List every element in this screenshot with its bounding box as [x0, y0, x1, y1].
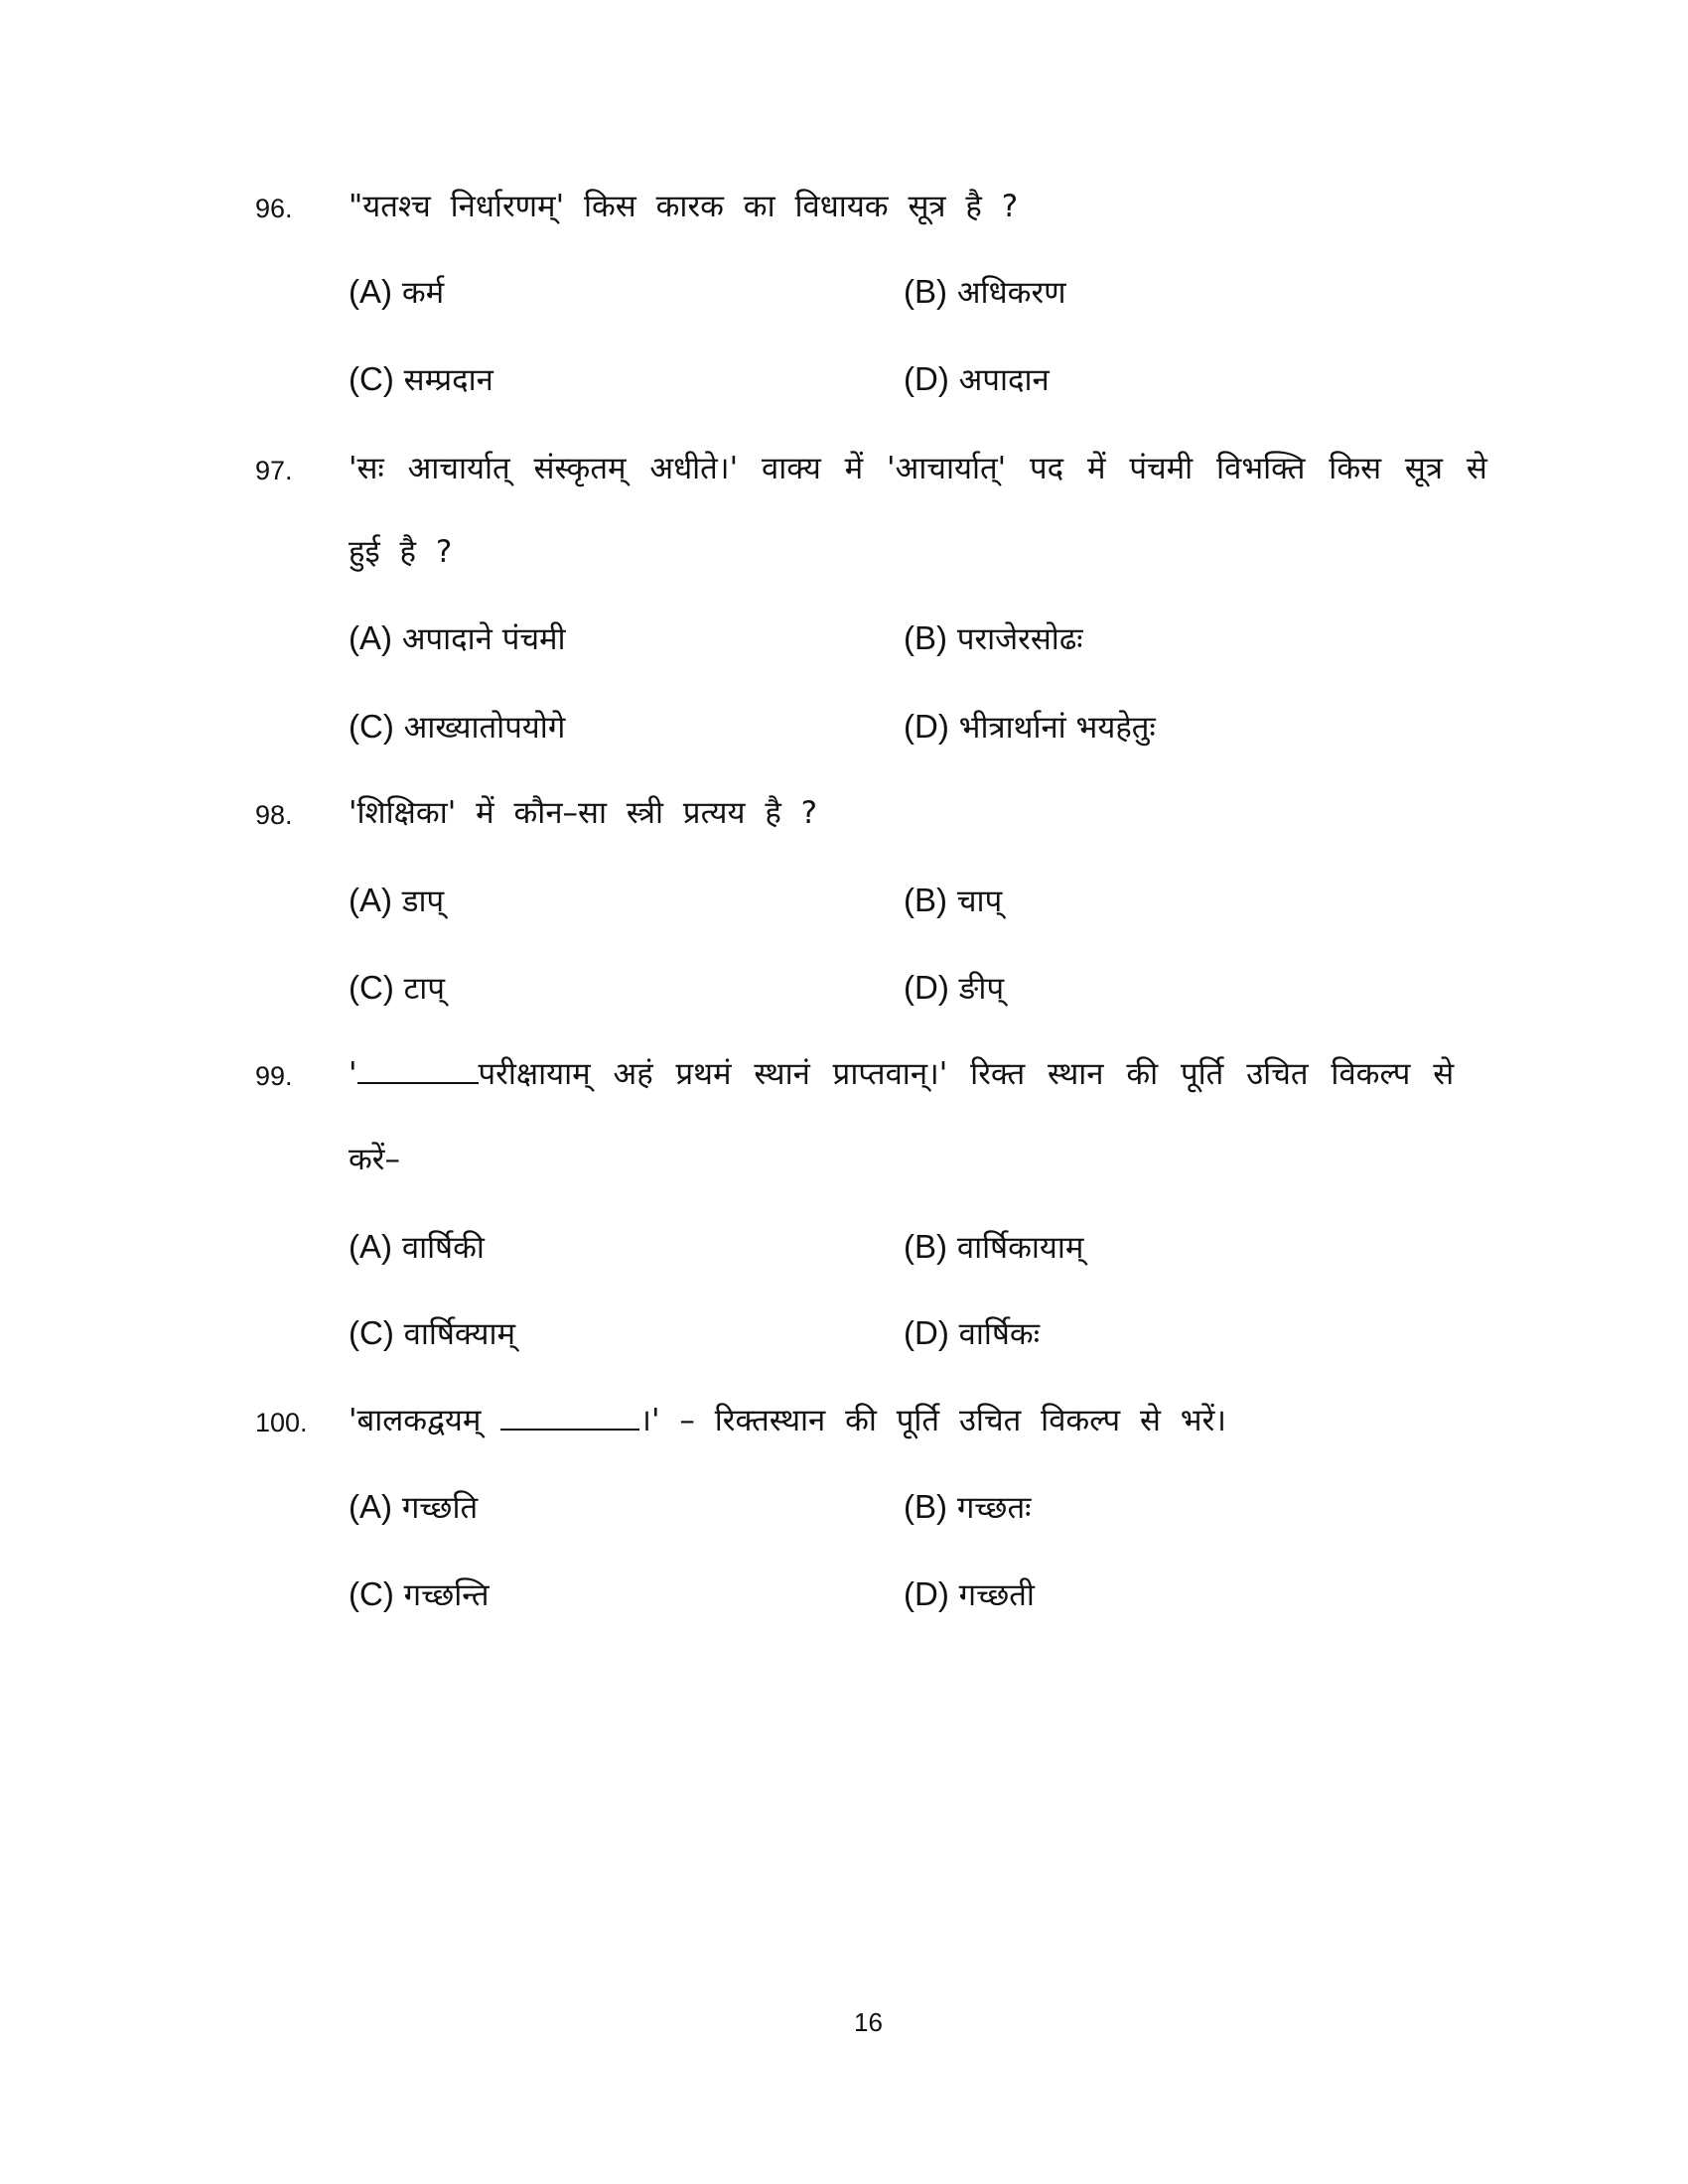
option-label: (C)	[349, 969, 394, 1006]
option-text: डाप्	[401, 884, 445, 919]
option-c[interactable]	[349, 1313, 515, 1354]
option-text: गच्छतः	[956, 1490, 1032, 1526]
question-number: 98.	[255, 800, 293, 830]
question-number: 100.	[255, 1408, 308, 1437]
option-label: (A)	[349, 882, 392, 918]
option-text: अपादान	[958, 362, 1050, 398]
option-c[interactable]	[349, 359, 493, 400]
option-text: अधिकरण	[956, 275, 1066, 311]
option-a[interactable]	[349, 618, 566, 659]
option-d[interactable]	[904, 707, 1156, 748]
option-label: (A)	[349, 619, 392, 656]
option-text: टाप्	[403, 971, 445, 1007]
option-a[interactable]	[349, 1487, 478, 1528]
option-text: पराजेरसोढः	[956, 621, 1083, 657]
question-text: परीक्षायाम् अहं प्रथमं स्थानं प्राप्तवान्।' रिक्त स्थान की पूर्ति उचित विकल्प से	[478, 1056, 1455, 1092]
page-number: 16	[854, 2007, 883, 2037]
option-a[interactable]	[349, 1227, 485, 1268]
option-c[interactable]	[349, 707, 565, 748]
option-label: (D)	[904, 1575, 949, 1612]
option-label: (B)	[904, 273, 947, 310]
question-text: 'शिक्षिका' में कौन–सा स्त्री प्रत्यय है ?	[349, 795, 818, 831]
option-a[interactable]	[349, 881, 444, 921]
quote-mark: '	[349, 1056, 357, 1092]
option-c[interactable]	[349, 1574, 490, 1615]
option-text: चाप्	[956, 884, 1003, 919]
option-b[interactable]	[904, 272, 1066, 313]
question-text-line1	[349, 1054, 1454, 1094]
option-label: (B)	[904, 1228, 947, 1265]
option-label: (B)	[904, 1488, 947, 1525]
option-d[interactable]	[904, 968, 1004, 1009]
option-text: गच्छन्ति	[403, 1577, 490, 1613]
option-label: (D)	[904, 969, 949, 1006]
option-text: सम्प्रदान	[403, 362, 493, 398]
option-label: (C)	[349, 1314, 394, 1351]
option-text: गच्छती	[958, 1577, 1035, 1613]
option-b[interactable]	[904, 881, 1002, 921]
option-text: वार्षिकी	[401, 1230, 485, 1266]
option-b[interactable]	[904, 1487, 1031, 1528]
option-b[interactable]	[904, 618, 1083, 659]
question-number: 99.	[255, 1061, 293, 1091]
option-d[interactable]	[904, 1574, 1035, 1615]
option-label: (D)	[904, 360, 949, 397]
option-text: गच्छति	[401, 1490, 479, 1526]
question-text-line2: हुई है ?	[349, 534, 453, 570]
option-text: वार्षिकः	[958, 1316, 1040, 1352]
option-a[interactable]	[349, 272, 444, 313]
question-text-after: ।' – रिक्तस्थान की पूर्ति उचित विकल्प से भरें।	[639, 1403, 1227, 1438]
fill-blank	[357, 1054, 479, 1084]
option-text: वार्षिकायाम्	[956, 1230, 1084, 1266]
option-d[interactable]	[904, 1313, 1040, 1354]
question-text: "यतश्च निर्धारणम्' किस कारक का विधायक सूत्र है ?	[349, 189, 1019, 224]
question-number: 97.	[255, 456, 293, 485]
option-label: (B)	[904, 882, 947, 918]
option-text: कर्म	[401, 275, 445, 311]
option-d[interactable]	[904, 359, 1050, 400]
option-label: (B)	[904, 619, 947, 656]
option-b[interactable]	[904, 1227, 1083, 1268]
option-label: (D)	[904, 1314, 949, 1351]
question-text-before: 'बालकद्वयम्	[349, 1403, 482, 1438]
option-text: अपादाने पंचमी	[401, 621, 566, 657]
option-label: (A)	[349, 273, 392, 310]
option-label: (A)	[349, 1488, 392, 1525]
option-label: (C)	[349, 1575, 394, 1612]
question-text-line1: 'सः आचार्यात् संस्कृतम् अधीते।' वाक्य में 'आचार्यात्' पद में पंचमी विभक्ति किस सूत्र से	[349, 451, 1487, 486]
question-text-line2: करें–	[349, 1142, 400, 1177]
option-label: (C)	[349, 708, 394, 745]
option-label: (A)	[349, 1228, 392, 1265]
question-text	[349, 1401, 1226, 1440]
question-number: 96.	[255, 194, 293, 223]
fill-blank	[500, 1401, 639, 1431]
option-text: वार्षिक्याम्	[403, 1316, 516, 1352]
option-label: (C)	[349, 360, 394, 397]
option-text: आख्यातोपयोगे	[403, 710, 566, 746]
option-c[interactable]	[349, 968, 445, 1009]
option-text: ङीप्	[958, 971, 1005, 1007]
option-label: (D)	[904, 708, 949, 745]
option-text: भीत्रार्थानां भयहेतुः	[958, 710, 1156, 746]
